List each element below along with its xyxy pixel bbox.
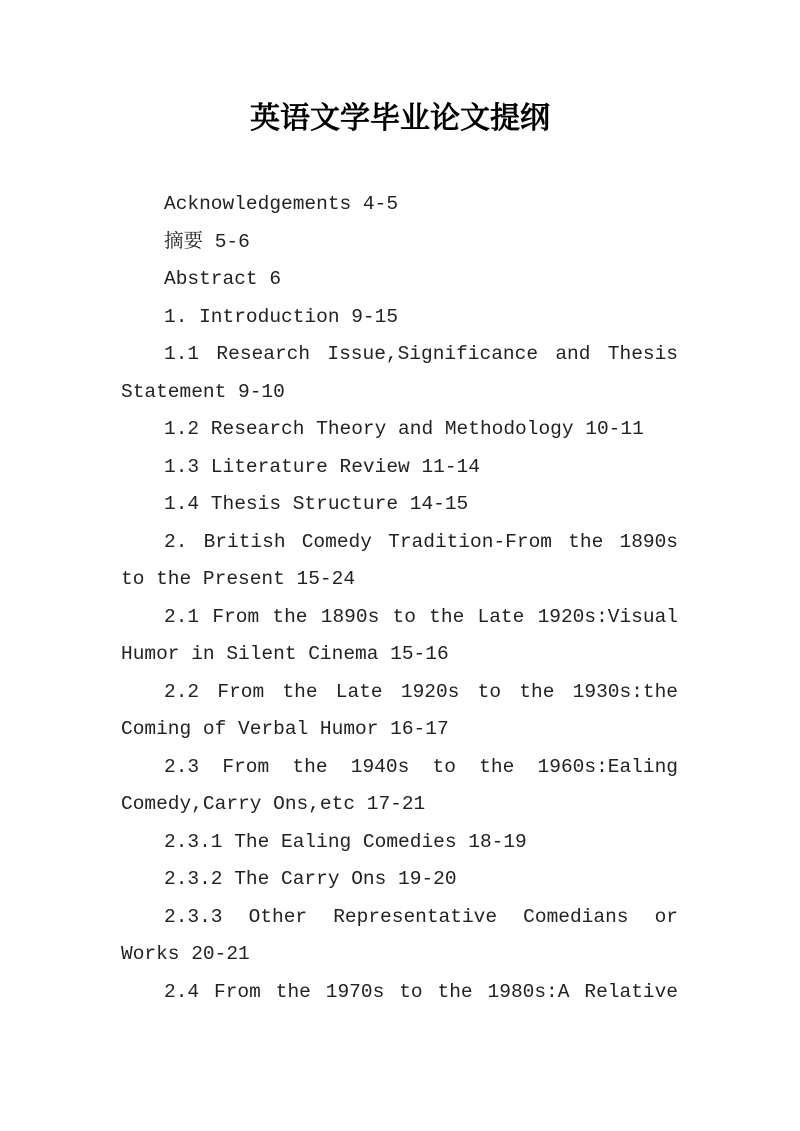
toc-entry-acknowledgements: Acknowledgements 4-5 bbox=[164, 193, 399, 215]
toc-entry-2-3: 2.3 From the 1940s to the 1960s:Ealing Comedy,Carry Ons,etc 17-21 bbox=[121, 755, 678, 815]
toc-entry-1-3: 1.3 Literature Review 11-14 bbox=[164, 455, 480, 478]
toc-entry-2-3-1: 2.3.1 The Ealing Comedies 18-19 bbox=[164, 830, 527, 853]
toc-entry-2-3-3: 2.3.3 Other Representative Comedians or Works 20-21 bbox=[121, 905, 678, 965]
page-title: 英语文学毕业论文提纲 bbox=[250, 101, 550, 136]
toc-entry-2-1: 2.1 From the 1890s to the Late 1920s:Visual Humor in Silent Cinema 15-16 bbox=[121, 605, 678, 665]
toc-entry-1-1: 1.1 Research Issue,Significance and Thesis Statement 9-10 bbox=[121, 343, 678, 403]
toc-entry-1-4: 1.4 Thesis Structure 14-15 bbox=[164, 493, 469, 515]
toc-entry-1: 1. Introduction 9-15 bbox=[164, 305, 399, 328]
toc-entry-1-2: 1.2 Research Theory and Methodology 10-11 bbox=[164, 418, 644, 440]
toc-entry-chinese-abstract: 摘要 5-6 bbox=[164, 230, 250, 253]
table-of-contents bbox=[121, 186, 678, 1011]
toc-entry-2-2: 2.2 From the Late 1920s to the 1930s:the Coming of Verbal Humor 16-17 bbox=[121, 680, 678, 740]
toc-entry-2-3-2: 2.3.2 The Carry Ons 19-20 bbox=[164, 868, 457, 890]
toc-entry-2-4: 2.4 From the 1970s to the 1980s:A Relative bbox=[164, 980, 678, 1003]
toc-entry-abstract: Abstract 6 bbox=[164, 268, 282, 290]
toc-entry-2: 2. British Comedy Tradition-From the 1890s to the Present 15-24 bbox=[121, 530, 678, 590]
